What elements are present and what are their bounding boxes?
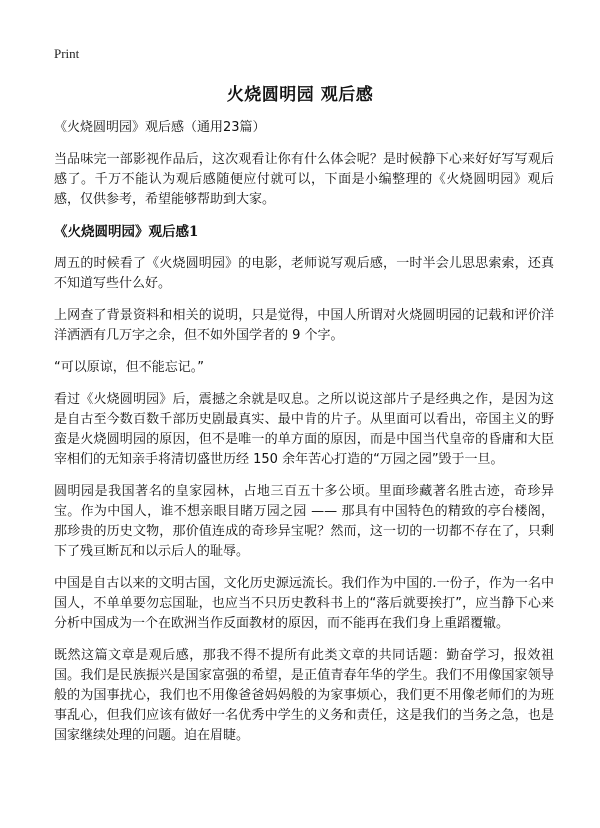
paragraph-5: 圆明园是我国著名的皇家园林，占地三百五十多公顷。里面珍藏著名胜古迹，奇珍异宝。作为中国人，谁不想亲眼目睹万园之园 —— 那具有中国特色的精致的亭台楼阁，那珍贵的历史文物，那价值连成的奇珍异宝呢？然而，这一切的一切都不存在了，只剩下了残亘断瓦和以示后人的耻辱。: [54, 484, 554, 559]
page-title: 火烧圆明园 观后感: [226, 85, 374, 105]
paragraph-7: 既然这篇文章是观后感，那我不得不提所有此类文章的共同话题：勤奋学习，报效祖国。我们是民族振兴是国家富强的希望，是正值青春年华的学生。我们不用像国家领导般的为国事扰心，我们也不用像爸爸妈妈般的为家事烦心，我们更不用像老师们的为班事乱心，但我们应该有做好一名优秀中学生的义务和责任，这是我们的当务之急，也是国家继续处理的问题。迫在眉睫。: [54, 648, 554, 743]
paragraph-1: 周五的时候看了《火烧圆明园》的电影，老师说写观后感，一时半会儿思思索索，还真不知道写些什么好。: [54, 256, 554, 291]
paragraph-6: 中国是自古以来的文明古国，文化历史源远流长。我们作为中国的.一份子，作为一名中国人，不单单要勿忘国耻，也应当不只历史教科书上的“落后就要挨打”，应当静下心来分析中国成为一个在欧洲当作反面教材的原因，而不能再在我们身上重蹈覆辙。: [54, 576, 554, 631]
intro-paragraph: 当品味完一部影视作品后，这次观看让你有什么体会呢？是时候静下心来好好写写观后感了。千万不能认为观后感随便应付就可以，下面是小编整理的《火烧圆明园》观后感，仅供参考，希望能够帮助到大家。: [54, 152, 554, 207]
paragraph-4: 看过《火烧圆明园》后，震撼之余就是叹息。之所以说这部片子是经典之作，是因为这是自古至今数百数千部历史剧最真实、最中肯的片子。从里面可以看出，帝国主义的野蛮是火烧圆明园的原因，但不是唯一的单方面的原因，而是中国当代皇帝的昏庸和大臣宰相们的无知亲手将清切盛世历经 150 余年苦心打造的“万园之园”毁于一旦。: [54, 392, 554, 467]
article-subtitle: 《火烧圆明园》观后感（通用23篇）: [54, 120, 266, 135]
section-heading: 《火烧圆明园》观后感1: [54, 224, 199, 240]
quote-paragraph: “可以原谅，但不能忘记。”: [54, 360, 204, 375]
paragraph-2: 上网查了背景资料和相关的说明，只是觉得，中国人所谓对火烧圆明园的记载和评价洋洋洒洒有几万字之余，但不如外国学者的 9 个字。: [54, 308, 554, 343]
print-link[interactable]: Print: [54, 46, 80, 61]
article-body: [54, 118, 554, 758]
